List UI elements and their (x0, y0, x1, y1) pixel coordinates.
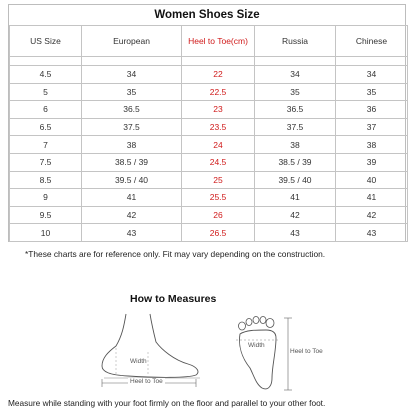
cell-chinese: 43 (336, 224, 408, 242)
table-row (10, 224, 408, 242)
cell-us-size: 5 (10, 83, 82, 101)
cell-european: 36.5 (82, 101, 182, 119)
cell-us-size: 6 (10, 101, 82, 119)
cell-russia: 37.5 (255, 118, 336, 136)
cell-heel-to-toe: 24.5 (182, 153, 255, 171)
cell-chinese: 41 (336, 189, 408, 207)
cell-us-size: 8.5 (10, 171, 82, 189)
cell-chinese: 34 (336, 66, 408, 84)
cell-heel-to-toe: 25.5 (182, 189, 255, 207)
measure-heading: How to Measures (130, 293, 217, 305)
cell-russia: 42 (255, 206, 336, 224)
table-row (10, 171, 408, 189)
side-heel-to-toe-label: Heel to Toe (130, 378, 163, 385)
cell-chinese: 39 (336, 153, 408, 171)
measure-instruction: Measure while standing with your foot firmly on the floor and parallel to your other foot. (8, 398, 326, 408)
size-table (9, 25, 408, 242)
cell-european: 37.5 (82, 118, 182, 136)
cell-heel-to-toe: 22.5 (182, 83, 255, 101)
cell-heel-to-toe: 23 (182, 101, 255, 119)
cell-chinese: 36 (336, 101, 408, 119)
header-us-size: US Size (10, 26, 82, 57)
foot-top-icon (232, 312, 342, 394)
cell-chinese: 42 (336, 206, 408, 224)
cell-european: 35 (82, 83, 182, 101)
cell-us-size: 7.5 (10, 153, 82, 171)
foot-side-view (88, 312, 206, 390)
cell-heel-to-toe: 26.5 (182, 224, 255, 242)
cell-heel-to-toe: 24 (182, 136, 255, 154)
table-row (10, 153, 408, 171)
cell-european: 39.5 / 40 (82, 171, 182, 189)
cell-russia: 35 (255, 83, 336, 101)
cell-russia: 43 (255, 224, 336, 242)
table-row (10, 101, 408, 119)
cell-european: 41 (82, 189, 182, 207)
cell-european: 34 (82, 66, 182, 84)
header-european: European (82, 26, 182, 57)
side-width-label: Width (130, 358, 147, 365)
spacer-row (10, 57, 408, 66)
cell-us-size: 6.5 (10, 118, 82, 136)
table-row (10, 206, 408, 224)
cell-chinese: 35 (336, 83, 408, 101)
reference-note: *These charts are for reference only. Fit may vary depending on the construction. (25, 249, 326, 259)
cell-us-size: 9 (10, 189, 82, 207)
cell-russia: 34 (255, 66, 336, 84)
header-row (10, 26, 408, 57)
cell-russia: 36.5 (255, 101, 336, 119)
cell-chinese: 40 (336, 171, 408, 189)
cell-european: 38 (82, 136, 182, 154)
top-width-label: Width (248, 342, 265, 349)
cell-us-size: 4.5 (10, 66, 82, 84)
header-russia: Russia (255, 26, 336, 57)
table-row (10, 118, 408, 136)
cell-us-size: 7 (10, 136, 82, 154)
cell-us-size: 9.5 (10, 206, 82, 224)
header-chinese: Chinese (336, 26, 408, 57)
chart-title: Women Shoes Size (154, 9, 260, 21)
table-row (10, 83, 408, 101)
cell-russia: 39.5 / 40 (255, 171, 336, 189)
table-row (10, 136, 408, 154)
size-chart (8, 4, 406, 242)
table-row (10, 66, 408, 84)
cell-heel-to-toe: 26 (182, 206, 255, 224)
cell-russia: 38 (255, 136, 336, 154)
cell-heel-to-toe: 23.5 (182, 118, 255, 136)
top-heel-to-toe-label: Heel to Toe (290, 348, 323, 355)
foot-top-view (232, 312, 342, 394)
cell-russia: 38.5 / 39 (255, 153, 336, 171)
cell-heel-to-toe: 22 (182, 66, 255, 84)
cell-chinese: 37 (336, 118, 408, 136)
cell-european: 42 (82, 206, 182, 224)
header-heel-to-toe: Heel to Toe(cm) (182, 26, 255, 57)
cell-chinese: 38 (336, 136, 408, 154)
cell-heel-to-toe: 25 (182, 171, 255, 189)
table-row (10, 189, 408, 207)
cell-us-size: 10 (10, 224, 82, 242)
cell-european: 43 (82, 224, 182, 242)
cell-russia: 41 (255, 189, 336, 207)
cell-european: 38.5 / 39 (82, 153, 182, 171)
